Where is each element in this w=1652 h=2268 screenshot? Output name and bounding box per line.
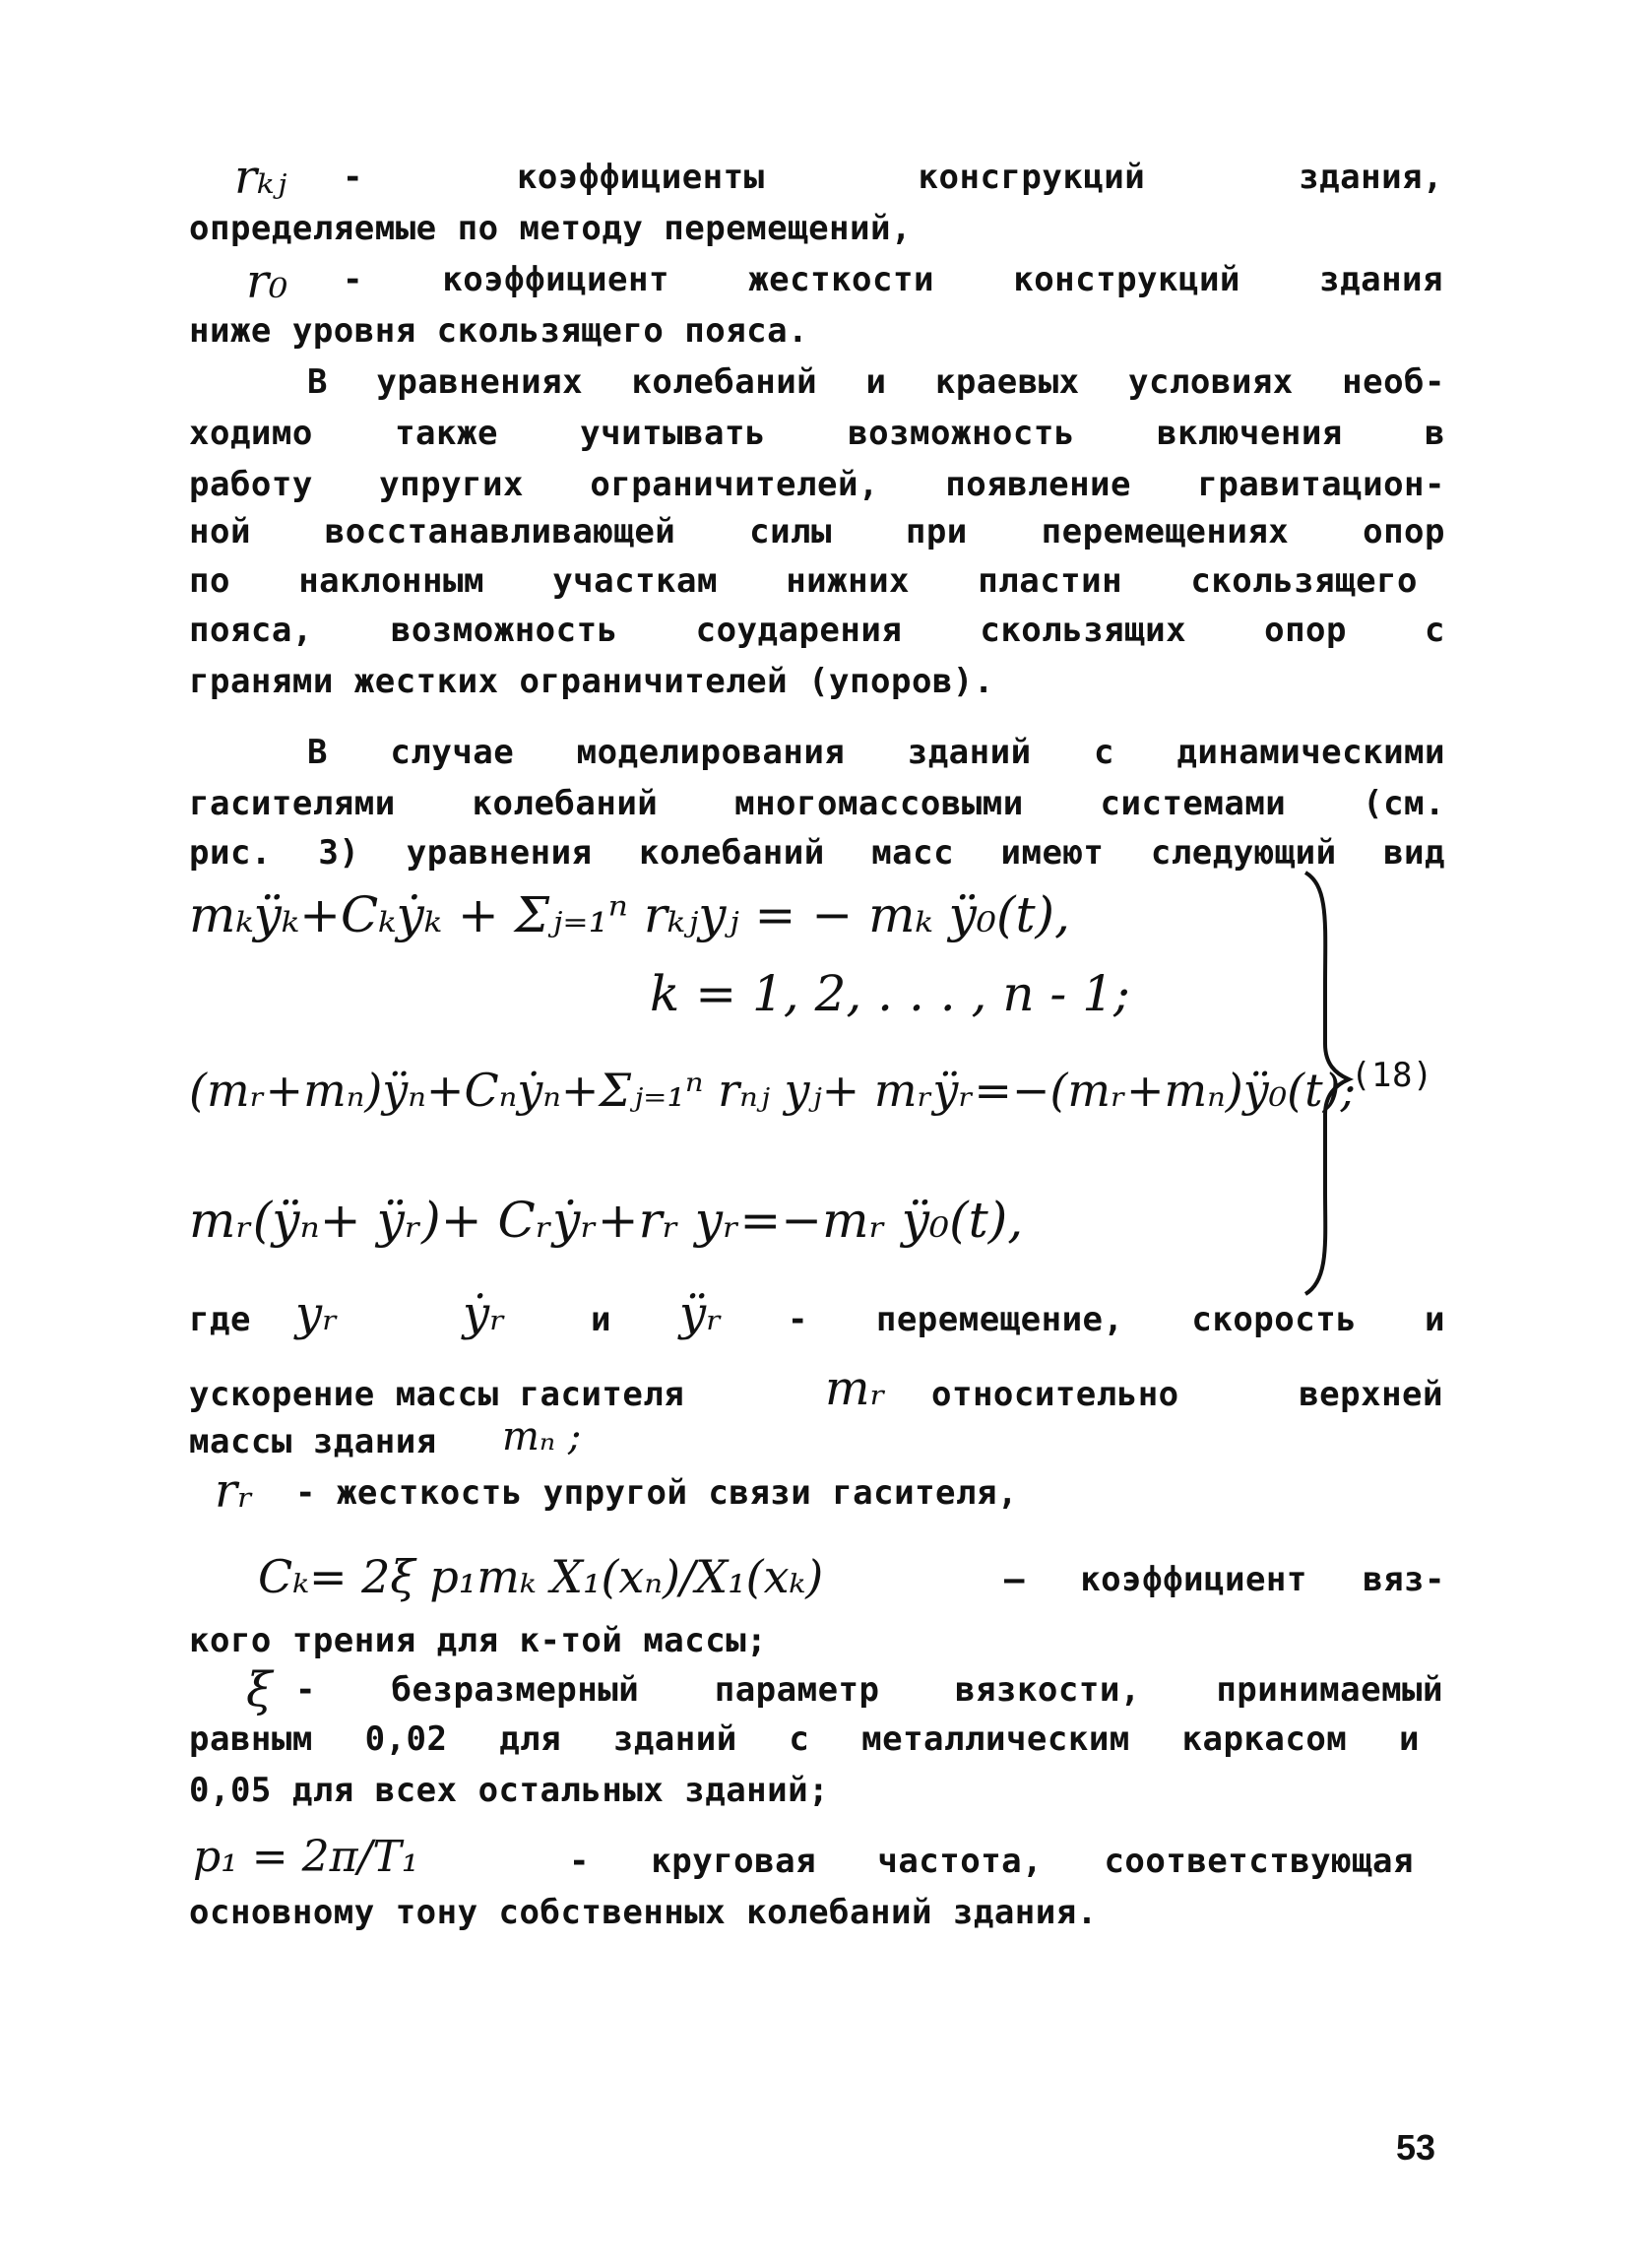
text-line: ниже уровня скользящего пояса. bbox=[189, 311, 809, 351]
equation-number: (18) bbox=[1351, 1056, 1433, 1095]
page-number: 53 bbox=[1396, 2127, 1436, 2168]
text-line: относительно верхней bbox=[931, 1375, 1443, 1414]
text-line: рис. 3) уравнения колебаний масс имеют следующий вид bbox=[189, 833, 1445, 873]
text-line: В случае моделирования зданий с динамическими bbox=[307, 733, 1445, 772]
symbol-yg-dot: ẏᵣ bbox=[463, 1286, 506, 1341]
text-line: - перемещение, скорость и bbox=[788, 1300, 1445, 1339]
text-line: и bbox=[591, 1300, 611, 1339]
equation-1: mₖÿₖ+Cₖẏₖ + Σⱼ₌₁ⁿ rₖⱼyⱼ = − mₖ ÿ₀(t), bbox=[189, 886, 1070, 943]
symbol-rg: rᵣ bbox=[215, 1463, 254, 1519]
formula-p1: p₁ = 2π/T₁ bbox=[193, 1832, 419, 1882]
equation-2: (mᵣ+mₙ)ÿₙ+Cₙẏₙ+Σⱼ₌₁ⁿ rₙⱼ yⱼ+ mᵣÿᵣ=−(mᵣ+mₙ)ÿ₀(t); bbox=[189, 1064, 1357, 1117]
text-line: кого трения для к-той массы; bbox=[189, 1621, 768, 1660]
text-line: - безразмерный параметр вязкости, принимаемый bbox=[295, 1670, 1443, 1710]
text-line: работу упругих ограничителей, появление гравитацион- bbox=[189, 465, 1445, 504]
equation-1-range: k = 1, 2, . . . , n - 1; bbox=[650, 965, 1130, 1022]
text-line: гасителями колебаний многомассовыми системами (см. bbox=[189, 784, 1445, 823]
text-line: ходимо также учитывать возможность включения в bbox=[189, 414, 1445, 453]
text-line: — коэффициент вяз- bbox=[1004, 1560, 1445, 1599]
text-line: ной восстанавливающей силы при перемещениях опор bbox=[189, 512, 1445, 551]
symbol-r0: r₀ bbox=[246, 254, 288, 309]
text-line: - круговая частота, соответствующая bbox=[569, 1842, 1414, 1881]
symbol-mg: mᵣ bbox=[825, 1361, 887, 1416]
text-line: массы здания bbox=[189, 1422, 437, 1461]
text-line: гранями жестких ограничителей (упоров). bbox=[189, 662, 994, 701]
text-line: основному тону собственных колебаний здания. bbox=[189, 1893, 1098, 1932]
text-line: определяемые по методу перемещений, bbox=[189, 209, 912, 248]
text-line: В уравнениях колебаний и краевых условиях необ- bbox=[307, 362, 1445, 402]
text-line: 0,05 для всех остальных зданий; bbox=[189, 1771, 830, 1810]
symbol-yg-ddot: ÿᵣ bbox=[679, 1286, 723, 1341]
symbol-xi: ξ bbox=[246, 1662, 273, 1717]
text-line: по наклонным участкам нижних пластин скользящего bbox=[189, 561, 1418, 601]
symbol-rkj: rₖⱼ bbox=[234, 150, 287, 205]
text-line: ускорение массы гасителя bbox=[189, 1375, 685, 1414]
formula-ck: Cₖ= 2ξ p₁mₖ X₁(xₙ)/X₁(xₖ) bbox=[258, 1550, 824, 1603]
text-line: равным 0,02 для зданий с металлическим каркасом и bbox=[189, 1719, 1420, 1759]
text-line: - коэффициент жесткости конструкций здания bbox=[343, 260, 1443, 299]
equation-brace bbox=[1300, 867, 1359, 1300]
text-line: - коэффициенты консгрукций здания, bbox=[343, 158, 1443, 197]
equation-3: mᵣ(ÿₙ+ ÿᵣ)+ Cᵣẏᵣ+rᵣ yᵣ=−mᵣ ÿ₀(t), bbox=[189, 1192, 1024, 1249]
text-line: где bbox=[189, 1300, 251, 1339]
text-line: пояса, возможность соударения скользящих опор с bbox=[189, 611, 1445, 650]
symbol-yg: yᵣ bbox=[295, 1286, 339, 1341]
text-line: - жесткость упругой связи гасителя, bbox=[295, 1473, 1018, 1513]
symbol-mn: mₙ ; bbox=[502, 1414, 582, 1459]
